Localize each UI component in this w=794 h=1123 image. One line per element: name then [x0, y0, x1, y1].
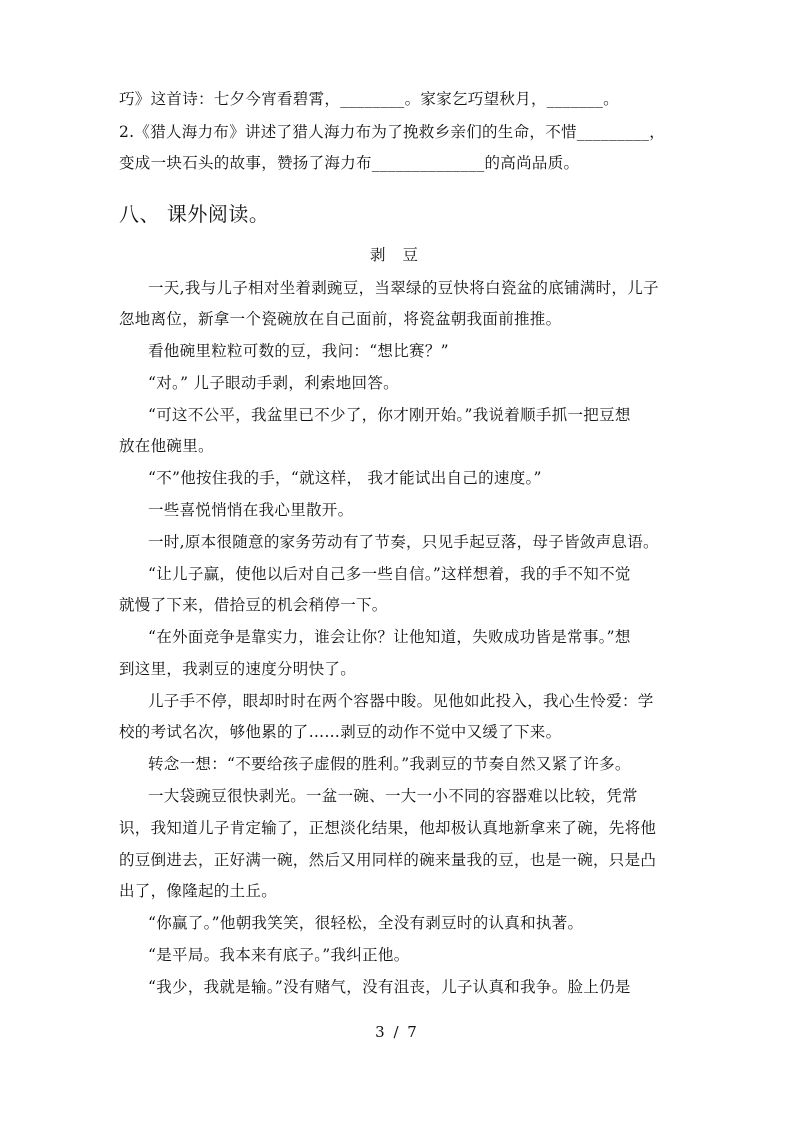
- fill-in-line-3: 变成一块石头的故事，赞扬了海力布______________的高尚品质。: [119, 154, 580, 172]
- passage-line: 识，我知道儿子肯定输了，正想淡化结果，他却极认真地新拿来了碗，先将他: [119, 819, 657, 837]
- passage-line: 转念一想：“不要给孩子虚假的胜利。”我剥豆的节奏自然又紧了许多。: [148, 755, 631, 773]
- passage-line: “让儿子赢，使他以后对自己多一些自信。”这样想着，我的手不知不觉: [148, 565, 631, 583]
- passage-line: 儿子手不停，眼却时时在两个容器中睃。见他如此投入，我心生怜爱：学: [148, 692, 654, 710]
- passage-line: “我少，我就是输。”没有赌气，没有沮丧，儿子认真和我争。脸上仍是: [148, 978, 631, 996]
- passage-line: 校的考试名次，够他累的了……剥豆的动作不觉中又缓了下来。: [119, 723, 562, 741]
- fill-in-line-2: 2.《猎人海力布》讲述了猎人海力布为了挽救乡亲们的生命，不惜_________，: [119, 123, 666, 141]
- passage-line: 放在他碗里。: [119, 437, 214, 455]
- page-number: 3 / 7: [375, 1023, 419, 1041]
- passage-line: “对。” 儿子眼动手剥，利索地回答。: [148, 374, 399, 392]
- passage-line: “你赢了。”他朝我笑笑，很轻松，全没有剥豆时的认真和执著。: [148, 914, 584, 932]
- passage-line: “可这不公平，我盆里已不少了，你才刚开始。”我说着顺手抓一把豆想: [148, 406, 631, 424]
- passage-line: 就慢了下来，借拾豆的机会稍停一下。: [119, 596, 388, 614]
- fill-in-line-1: 巧》这首诗：七夕今宵看碧霄，________。家家乞巧望秋月，_______。: [119, 90, 619, 108]
- passage-line: 看他碗里粒粒可数的豆，我问：“想比赛？”: [148, 342, 449, 360]
- passage-title: 剥 豆: [370, 246, 424, 264]
- passage-line: “不”他按住我的手，“就这样， 我才能试出自己的速度。”: [148, 469, 542, 487]
- passage-line: 一大袋豌豆很快剥光。一盆一碗、一大一小不同的容器难以比较，凭常: [148, 787, 638, 805]
- passage-line: 一天,我与儿子相对坐着剥豌豆，当翠绿的豆快将白瓷盆的底铺满时，儿子: [148, 279, 659, 297]
- passage-line: 到这里，我剥豆的速度分明快了。: [119, 660, 357, 678]
- section-heading: 八、 课外阅读。: [119, 202, 270, 226]
- passage-line: 一时,原本很随意的家务劳动有了节奏，只见手起豆落，母子皆敛声息语。: [148, 533, 659, 551]
- passage-line: 的豆倒进去，正好满一碗，然后又用同样的碗来量我的豆，也是一碗，只是凸: [119, 851, 657, 869]
- passage-line: “是平局。我本来有底子。”我纠正他。: [148, 946, 410, 964]
- passage-line: 一些喜悦悄悄在我心里散开。: [148, 501, 354, 519]
- passage-line: 出了，像隆起的土丘。: [119, 882, 278, 900]
- passage-line: 忽地离位，新拿一个瓷碗放在自己面前，将瓷盆朝我面前推推。: [119, 310, 562, 328]
- passage-line: “在外面竞争是靠实力，谁会让你？让他知道，失败成功皆是常事。”想: [148, 628, 631, 646]
